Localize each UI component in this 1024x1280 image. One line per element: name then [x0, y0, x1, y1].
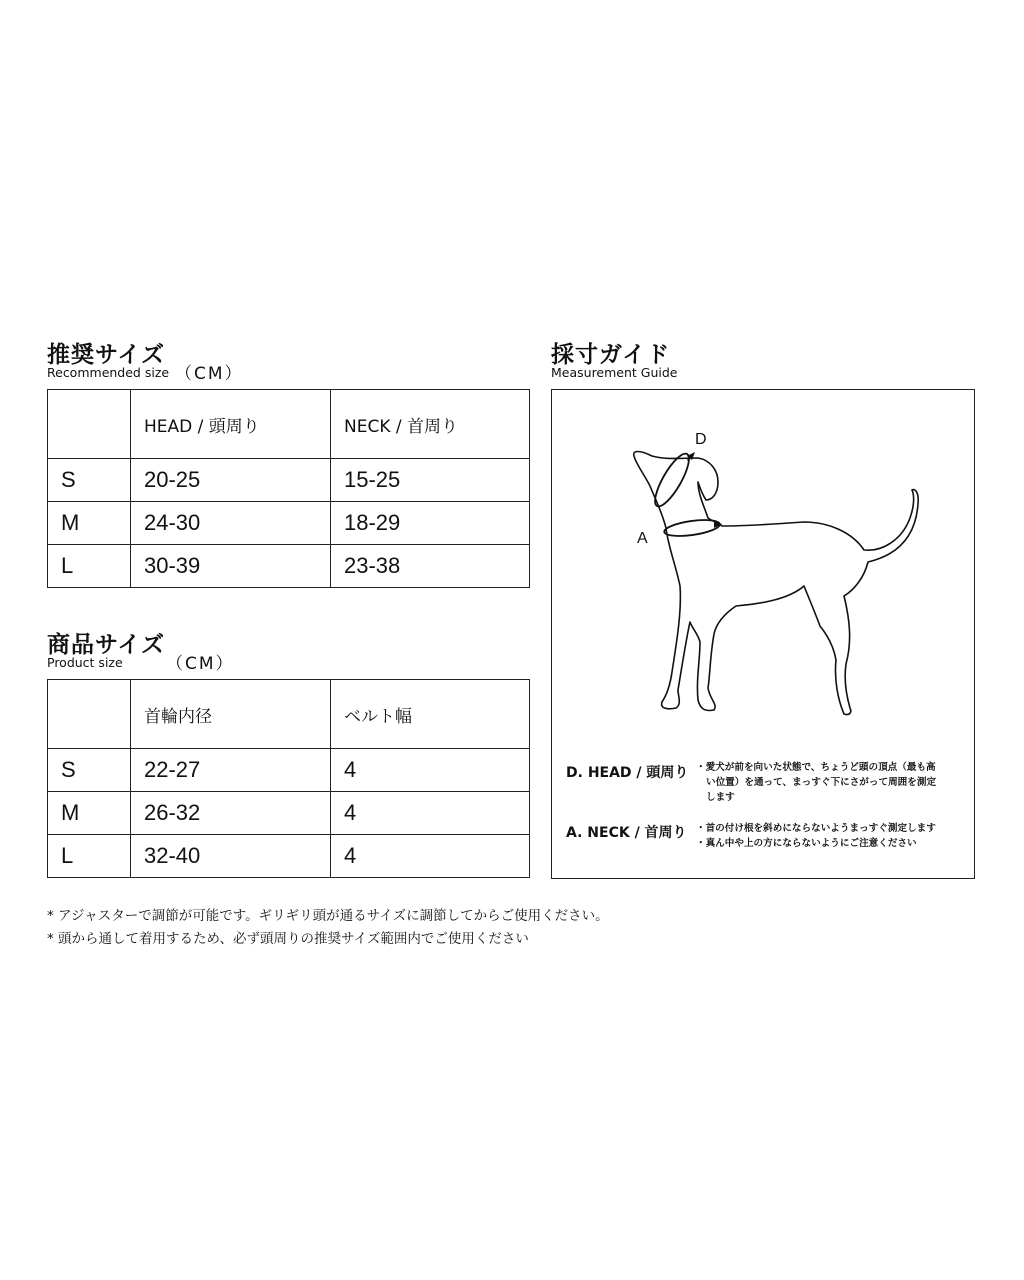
neck-note-line: ・首の付け根を斜めにならないようまっすぐ測定します: [696, 823, 936, 834]
value-cell: 20-25: [131, 459, 331, 502]
table-header-cell-neck: NECK / 首周り: [331, 390, 530, 459]
neck-measure-notes: [696, 821, 936, 851]
head-measure-notes: [696, 760, 936, 805]
neck-measure-loop: [663, 517, 720, 539]
neck-measure-label: A. NECK / 首周り: [566, 825, 687, 841]
recommended-size-table: [47, 389, 530, 588]
table-header-row: [48, 390, 530, 459]
value-cell: 24-30: [131, 502, 331, 545]
footnote-adjuster: * アジャスターで調節が可能です。ギリギリ頭が通るサイズに調節してからご使用ください。: [47, 908, 609, 924]
product-size-unit: （CM）: [166, 654, 235, 674]
size-cell: L: [48, 835, 131, 878]
value-cell: 15-25: [331, 459, 530, 502]
table-row: [48, 545, 530, 588]
recommended-size-subtitle: Recommended size: [47, 365, 170, 380]
table-header-row: [48, 680, 530, 749]
value-cell: 22-27: [131, 749, 331, 792]
product-size-table: [47, 679, 530, 878]
value-cell: 4: [331, 835, 530, 878]
table-header-cell-belt-width: ベルト幅: [331, 680, 530, 749]
head-note-line: い位置）を通って、まっすぐ下にさがって周囲を測定: [706, 777, 937, 788]
product-size-title: 商品サイズ: [47, 632, 166, 658]
table-header-cell-inner-diameter: 首輪内径: [131, 680, 331, 749]
head-note-line: します: [706, 792, 735, 803]
table-row: [48, 749, 530, 792]
measurement-guide-subtitle: Measurement Guide: [551, 365, 678, 380]
measurement-guide-box: [551, 389, 975, 879]
footnote-head-size: * 頭から通して着用するため、必ず頭周りの推奨サイズ範囲内でご使用ください: [47, 931, 529, 947]
table-header-cell: [48, 680, 131, 749]
value-cell: 26-32: [131, 792, 331, 835]
value-cell: 23-38: [331, 545, 530, 588]
table-row: [48, 792, 530, 835]
recommended-size-title: 推奨サイズ: [47, 342, 166, 368]
neck-note-line: ・真ん中や上の方にならないようにご注意ください: [696, 838, 917, 849]
size-cell: S: [48, 459, 131, 502]
value-cell: 18-29: [331, 502, 530, 545]
marker-a: A: [637, 530, 648, 547]
marker-d: D: [695, 431, 707, 448]
value-cell: 30-39: [131, 545, 331, 588]
table-row: [48, 502, 530, 545]
size-cell: L: [48, 545, 131, 588]
value-cell: 4: [331, 792, 530, 835]
value-cell: 4: [331, 749, 530, 792]
recommended-size-unit: （CM）: [175, 364, 244, 384]
table-header-cell-head: HEAD / 頭周り: [131, 390, 331, 459]
dog-outline-icon: [552, 390, 976, 880]
head-measure-label: D. HEAD / 頭周り: [566, 765, 689, 781]
table-header-cell: [48, 390, 131, 459]
table-row: [48, 459, 530, 502]
size-cell: S: [48, 749, 131, 792]
table-row: [48, 835, 530, 878]
size-cell: M: [48, 502, 131, 545]
size-cell: M: [48, 792, 131, 835]
value-cell: 32-40: [131, 835, 331, 878]
product-size-subtitle: Product size: [47, 655, 123, 670]
head-note-line: ・愛犬が前を向いた状態で、ちょうど頭の頂点（最も高: [696, 762, 936, 773]
measurement-guide-title: 採寸ガイド: [551, 342, 671, 368]
